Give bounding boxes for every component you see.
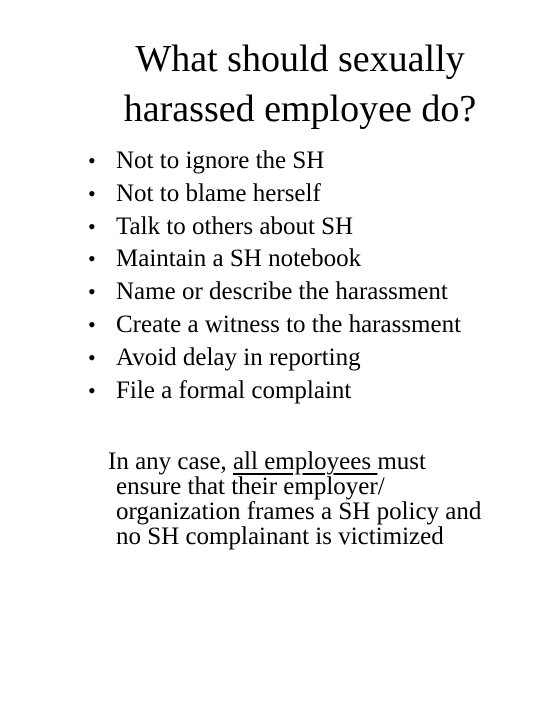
- note-line-1: [108, 449, 540, 474]
- bullet-list: [88, 145, 461, 407]
- note-line-2: ensure that their employer/: [116, 473, 385, 500]
- note-underlined-text: all employees: [232, 448, 378, 475]
- bullet-icon: •: [88, 213, 96, 239]
- bullet-item: [88, 211, 461, 244]
- bullet-icon: •: [88, 180, 96, 206]
- bullet-icon: •: [88, 148, 96, 173]
- bullet-item: [88, 178, 461, 211]
- bullet-text: Maintain a SH notebook: [116, 245, 362, 273]
- bullet-text: Not to blame herself: [116, 179, 321, 207]
- title-line-2: harassed employee do?: [123, 88, 477, 130]
- note-text-after: must: [377, 448, 426, 475]
- bullet-item: [88, 375, 461, 408]
- bullet-text: Talk to others about SH: [116, 212, 354, 240]
- slide-title: [60, 34, 540, 134]
- bullet-item: [88, 145, 461, 178]
- bullet-text: Avoid delay in reporting: [116, 343, 361, 371]
- bullet-icon: •: [88, 311, 96, 337]
- note-line-4: no SH complainant is victimized: [116, 523, 444, 550]
- note-text-before: In any case,: [108, 448, 233, 475]
- bullet-icon: •: [88, 377, 96, 403]
- bullet-text: Create a witness to the harassment: [116, 310, 462, 338]
- bullet-icon: •: [88, 246, 96, 272]
- bullet-item: [88, 309, 461, 342]
- bullet-text: Name or describe the harassment: [116, 278, 448, 306]
- title-line-1: What should sexually: [135, 38, 465, 80]
- bullet-icon: •: [88, 279, 96, 305]
- bullet-text: Not to ignore the SH: [116, 147, 325, 174]
- bullet-item: [88, 342, 461, 375]
- bullet-item: [88, 243, 461, 276]
- bullet-icon: •: [88, 344, 96, 370]
- bullet-item: [88, 276, 461, 309]
- bullet-text: File a formal complaint: [116, 376, 352, 404]
- closing-note: [108, 449, 540, 549]
- note-line-3: organization frames a SH policy and: [116, 498, 482, 525]
